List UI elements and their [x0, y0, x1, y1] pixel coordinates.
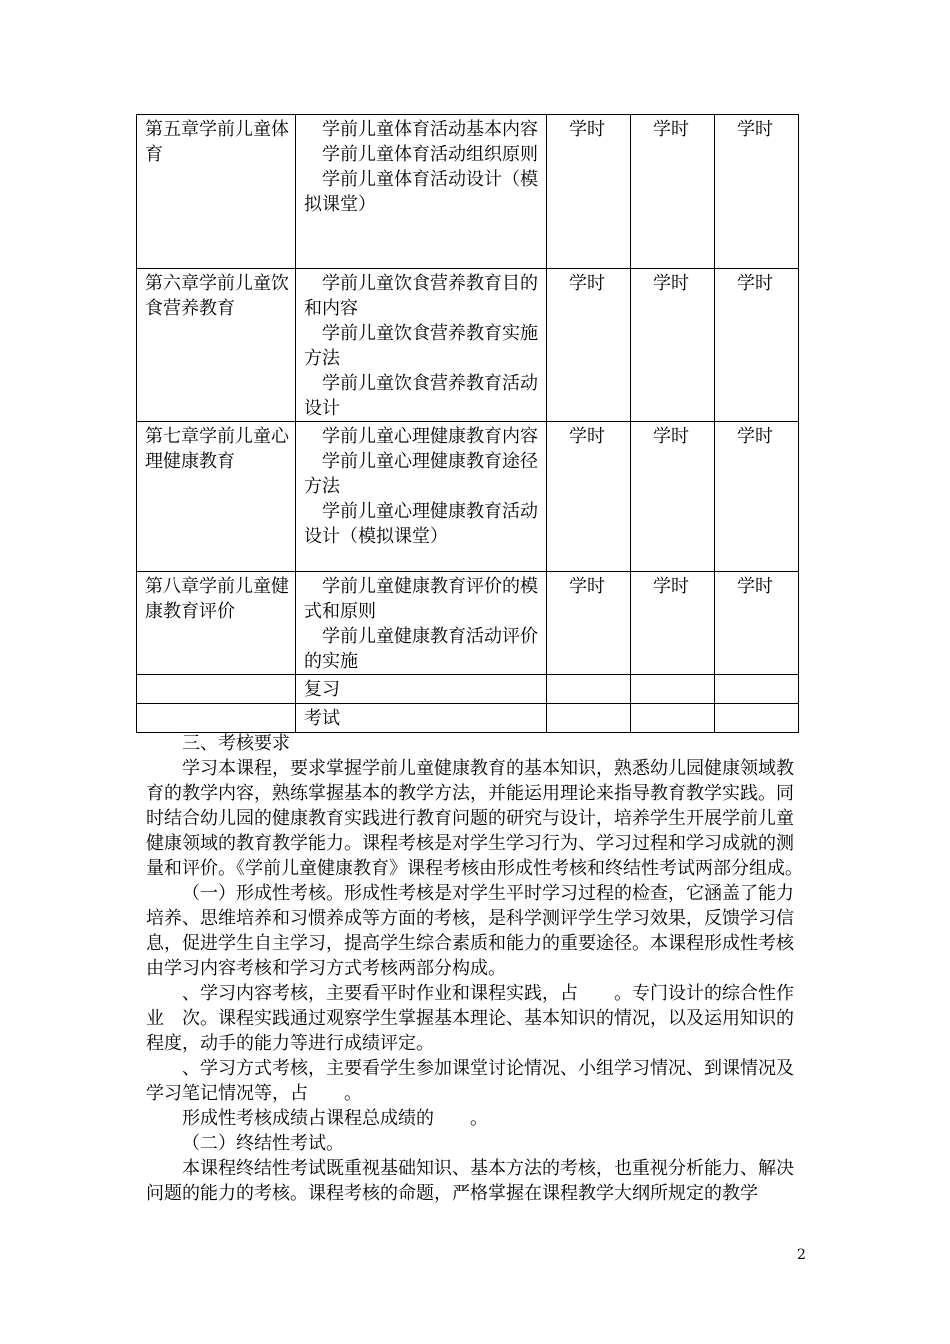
- content-cell: 考试: [296, 704, 547, 733]
- summative-paragraph: 本课程终结性考试既重视基础知识、基本方法的考核，也重视分析能力、解决问题的能力的考核。课程考核的命题，严格掌握在课程教学大纲所规定的教学: [146, 1158, 794, 1204]
- hours-cell: 学时: [715, 115, 799, 269]
- chapter-cell: 第五章学前儿童体育: [137, 115, 296, 269]
- chapter-cell: 第七章学前儿童心理健康教育: [137, 422, 296, 572]
- content-cell: [296, 572, 547, 675]
- table-row: [137, 269, 799, 422]
- table-row: [137, 675, 799, 704]
- intro-paragraph: 学习本课程，要求掌握学前儿童健康教育的基本知识，熟悉幼儿园健康领域教育的教学内容，熟练掌握基本的教学方法，并能运用理论来指导教育教学实践。同时结合幼儿园的健康教育实践进行教育问题的研究与设计，培养学生开展学前儿童健康领域的教育教学能力。课程考核是对学生学习行为、学习过程和学习成就的测量和评价。《学前儿童健康教育》课程考核由形成性考核和终结性考试两部分组成。: [146, 758, 803, 879]
- hours-cell: [631, 704, 715, 733]
- section-title: 三、考核要求: [182, 733, 290, 754]
- hours-cell: [547, 675, 631, 704]
- hours-cell: 学时: [715, 572, 799, 675]
- formative-paragraph: （一）形成性考核。形成性考核是对学生平时学习过程的检查，它涵盖了能力培养、思维培养和习惯养成等方面的考核，是科学测评学生学习效果，反馈学习信息，促进学生自主学习，提高学生综合素质和能力的重要途径。本课程形成性考核由学习内容考核和学习方式考核两部分构成。: [146, 883, 794, 979]
- content-cell: [296, 115, 547, 269]
- hours-cell: [715, 704, 799, 733]
- content-line: 学前儿童健康教育评价的模式和原则: [304, 576, 538, 622]
- chapter-cell: 第八章学前儿童健康教育评价: [137, 572, 296, 675]
- method-assessment-paragraph: 、学习方式考核，主要看学生参加课堂讨论情况、小组学习情况、到课情况及学习笔记情况等，占 。: [146, 1058, 794, 1104]
- content-line: 学前儿童体育活动设计（模拟课堂）: [304, 169, 538, 215]
- table-row: [137, 572, 799, 675]
- chapter-cell: 第六章学前儿童饮食营养教育: [137, 269, 296, 422]
- chapter-cell: [137, 675, 296, 704]
- table-row: [137, 704, 799, 733]
- content-cell: 复习: [296, 675, 547, 704]
- hours-cell: 学时: [547, 115, 631, 269]
- content-line: 学前儿童心理健康教育内容: [322, 426, 538, 447]
- hours-cell: 学时: [631, 572, 715, 675]
- chapter-cell: [137, 704, 296, 733]
- content-line: 学前儿童饮食营养教育活动设计: [304, 373, 538, 419]
- content-line: 学前儿童心理健康教育活动设计（模拟课堂）: [304, 501, 538, 547]
- table-row: [137, 115, 799, 269]
- hours-cell: 学时: [715, 422, 799, 572]
- assessment-section: [146, 731, 810, 1206]
- content-line: 学前儿童心理健康教育途径方法: [304, 451, 538, 497]
- content-line: 学前儿童体育活动组织原则: [322, 144, 538, 165]
- content-line: 学前儿童体育活动基本内容: [322, 119, 538, 140]
- hours-cell: 学时: [547, 422, 631, 572]
- course-outline-table: [136, 114, 799, 733]
- formative-share-paragraph: 形成性考核成绩占课程总成绩的 。: [182, 1108, 488, 1129]
- hours-cell: 学时: [547, 572, 631, 675]
- content-line: 学前儿童饮食营养教育实施方法: [304, 323, 538, 369]
- content-assessment-paragraph: 、学习内容考核，主要看平时作业和课程实践，占 。专门设计的综合性作业 次。课程实践通过观察学生掌握基本理论、基本知识的情况，以及运用知识的程度，动手的能力等进行成绩评定。: [146, 983, 794, 1054]
- hours-cell: [547, 704, 631, 733]
- page-number: 2: [797, 1247, 806, 1263]
- content-line: 学前儿童健康教育活动评价的实施: [304, 626, 538, 672]
- hours-cell: 学时: [631, 269, 715, 422]
- content-line: 学前儿童饮食营养教育目的和内容: [304, 273, 538, 319]
- table-row: [137, 422, 799, 572]
- summative-title: （二）终结性考试。: [182, 1133, 344, 1154]
- hours-cell: [631, 675, 715, 704]
- hours-cell: 学时: [631, 422, 715, 572]
- content-cell: [296, 269, 547, 422]
- hours-cell: 学时: [715, 269, 799, 422]
- hours-cell: 学时: [631, 115, 715, 269]
- hours-cell: [715, 675, 799, 704]
- hours-cell: 学时: [547, 269, 631, 422]
- content-cell: [296, 422, 547, 572]
